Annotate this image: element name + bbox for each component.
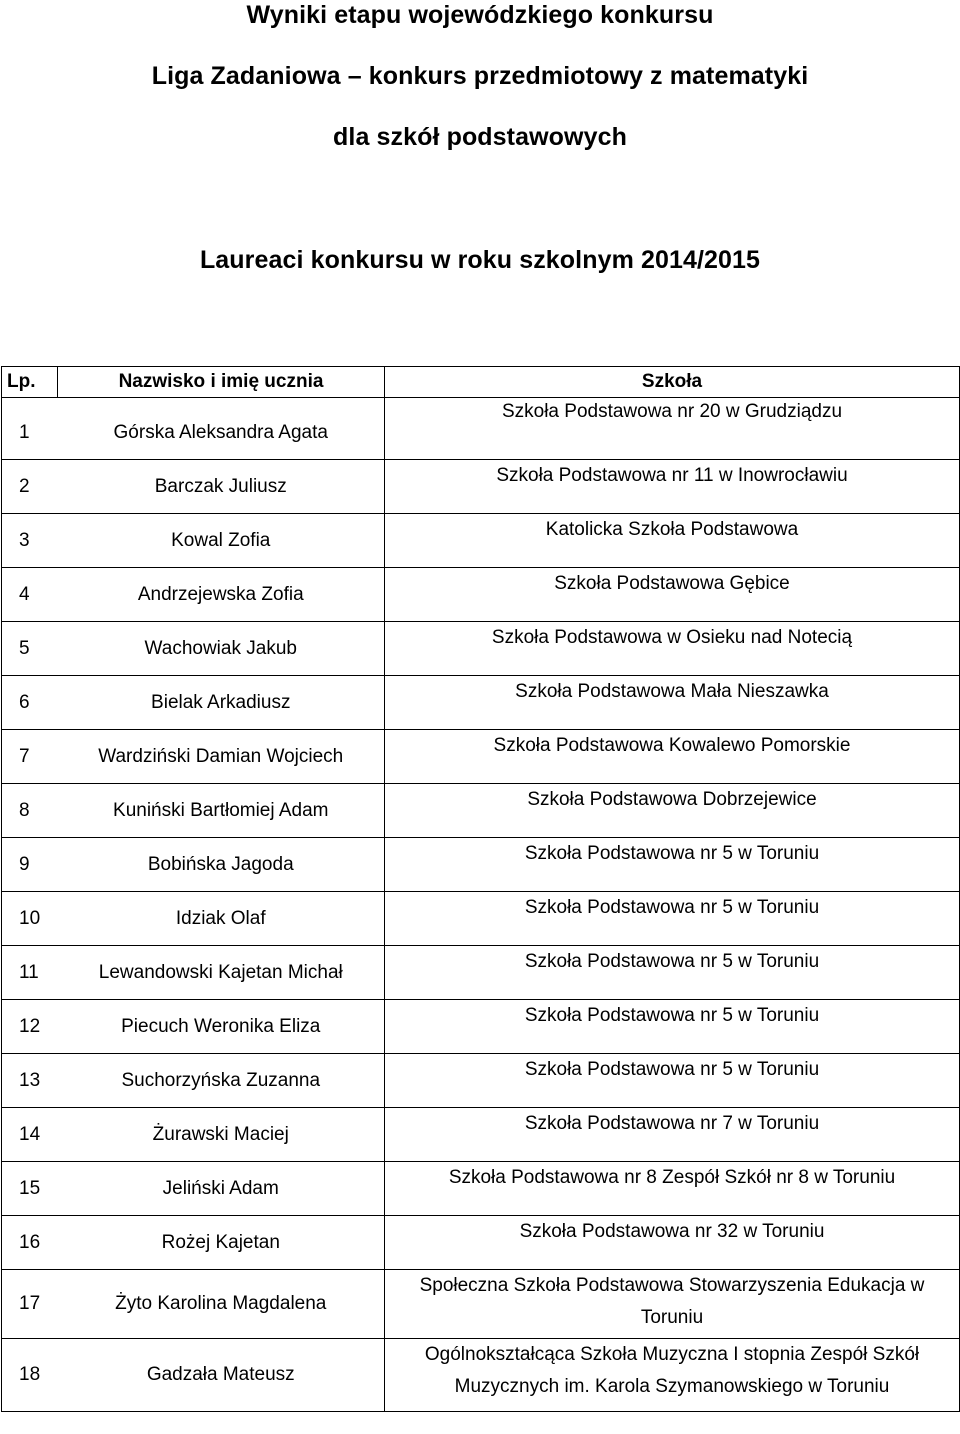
cell-name: Bobińska Jagoda — [58, 838, 385, 892]
school-text: Społeczna Szkoła Podstawowa Stowarzyszenia Edukacja w Toruniu — [419, 1275, 925, 1328]
table-row — [2, 1270, 960, 1339]
table-row — [2, 1162, 960, 1216]
results-table — [1, 366, 960, 1412]
school-text: Szkoła Podstawowa nr 5 w Toruniu — [524, 1059, 820, 1080]
cell-lp: 7 — [2, 730, 58, 784]
cell-school — [385, 398, 960, 460]
table-row — [2, 514, 960, 568]
cell-lp: 8 — [2, 784, 58, 838]
cell-lp: 10 — [2, 892, 58, 946]
cell-lp: 13 — [2, 1054, 58, 1108]
school-text: Szkoła Podstawowa nr 7 w Toruniu — [524, 1113, 820, 1134]
cell-lp: 11 — [2, 946, 58, 1000]
title-line-2: Liga Zadaniowa – konkurs przedmiotowy z matematyki — [151, 62, 809, 90]
school-text: Szkoła Podstawowa Gębice — [554, 573, 790, 594]
table-row — [2, 892, 960, 946]
cell-school — [385, 1162, 960, 1216]
table-row — [2, 838, 960, 892]
school-text: Szkoła Podstawowa nr 5 w Toruniu — [524, 843, 820, 864]
cell-lp: 17 — [2, 1270, 58, 1339]
cell-lp: 15 — [2, 1162, 58, 1216]
cell-name: Barczak Juliusz — [58, 460, 385, 514]
cell-name: Suchorzyńska Zuzanna — [58, 1054, 385, 1108]
cell-name: Kuniński Bartłomiej Adam — [58, 784, 385, 838]
school-text: Szkoła Podstawowa nr 5 w Toruniu — [524, 897, 820, 918]
cell-school — [385, 892, 960, 946]
cell-school — [385, 622, 960, 676]
school-text: Szkoła Podstawowa Dobrzejewice — [527, 789, 817, 810]
cell-school — [385, 838, 960, 892]
table-header-row — [2, 367, 960, 398]
school-text: Szkoła Podstawowa nr 8 Zespół Szkół nr 8 w Toruniu — [448, 1167, 896, 1188]
school-text: Szkoła Podstawowa Kowalewo Pomorskie — [493, 735, 851, 756]
table-row — [2, 622, 960, 676]
cell-name: Bielak Arkadiusz — [58, 676, 385, 730]
table-row — [2, 1339, 960, 1412]
column-header-name: Nazwisko i imię ucznia — [58, 367, 385, 398]
cell-lp: 2 — [2, 460, 58, 514]
school-text: Szkoła Podstawowa nr 20 w Grudziądzu — [501, 401, 843, 422]
school-text: Szkoła Podstawowa Mała Nieszawka — [515, 681, 829, 702]
cell-school — [385, 1270, 960, 1339]
column-header-school: Szkoła — [385, 367, 960, 398]
table-row — [2, 1054, 960, 1108]
table-row — [2, 784, 960, 838]
cell-lp: 3 — [2, 514, 58, 568]
cell-name: Żurawski Maciej — [58, 1108, 385, 1162]
school-text: Szkoła Podstawowa nr 11 w Inowrocławiu — [496, 465, 848, 486]
school-text: Szkoła Podstawowa nr 5 w Toruniu — [524, 1005, 820, 1026]
title-line-1: Wyniki etapu wojewódzkiego konkursu — [246, 1, 714, 29]
cell-lp: 16 — [2, 1216, 58, 1270]
title-line-3: dla szkół podstawowych — [333, 123, 627, 151]
cell-name: Andrzejewska Zofia — [58, 568, 385, 622]
school-text: Szkoła Podstawowa w Osieku nad Notecią — [491, 627, 853, 648]
cell-lp: 18 — [2, 1339, 58, 1412]
table-row — [2, 460, 960, 514]
cell-school — [385, 514, 960, 568]
cell-lp: 14 — [2, 1108, 58, 1162]
table-row — [2, 676, 960, 730]
table-row — [2, 946, 960, 1000]
column-header-lp: Lp. — [2, 367, 58, 398]
cell-name: Gadzała Mateusz — [58, 1339, 385, 1412]
cell-school — [385, 1000, 960, 1054]
cell-name: Wardziński Damian Wojciech — [58, 730, 385, 784]
cell-name: Wachowiak Jakub — [58, 622, 385, 676]
school-text: Szkoła Podstawowa nr 5 w Toruniu — [524, 951, 820, 972]
school-text: Katolicka Szkoła Podstawowa — [545, 519, 799, 540]
cell-school — [385, 460, 960, 514]
cell-school — [385, 1108, 960, 1162]
cell-school — [385, 1339, 960, 1412]
table-row — [2, 568, 960, 622]
school-text: Szkoła Podstawowa nr 32 w Toruniu — [519, 1221, 825, 1242]
cell-name: Górska Aleksandra Agata — [58, 398, 385, 460]
cell-name: Żyto Karolina Magdalena — [58, 1270, 385, 1339]
cell-name: Piecuch Weronika Eliza — [58, 1000, 385, 1054]
cell-name: Kowal Zofia — [58, 514, 385, 568]
cell-school — [385, 1216, 960, 1270]
subtitle-laureates: Laureaci konkursu w roku szkolnym 2014/2015 — [199, 246, 761, 274]
cell-school — [385, 676, 960, 730]
cell-name: Rożej Kajetan — [58, 1216, 385, 1270]
cell-lp: 12 — [2, 1000, 58, 1054]
cell-lp: 1 — [2, 398, 58, 460]
cell-name: Lewandowski Kajetan Michał — [58, 946, 385, 1000]
cell-school — [385, 946, 960, 1000]
table-row — [2, 730, 960, 784]
cell-lp: 4 — [2, 568, 58, 622]
table-row — [2, 1108, 960, 1162]
cell-school — [385, 1054, 960, 1108]
cell-school — [385, 568, 960, 622]
cell-school — [385, 730, 960, 784]
cell-lp: 6 — [2, 676, 58, 730]
cell-school — [385, 784, 960, 838]
cell-lp: 9 — [2, 838, 58, 892]
table-row — [2, 398, 960, 460]
school-text: Ogólnokształcąca Szkoła Muzyczna I stopnia Zespół Szkół Muzycznych im. Karola Szymanowskiego w Toruniu — [424, 1344, 920, 1397]
cell-name: Idziak Olaf — [58, 892, 385, 946]
table-row — [2, 1216, 960, 1270]
cell-lp: 5 — [2, 622, 58, 676]
cell-name: Jeliński Adam — [58, 1162, 385, 1216]
table-row — [2, 1000, 960, 1054]
